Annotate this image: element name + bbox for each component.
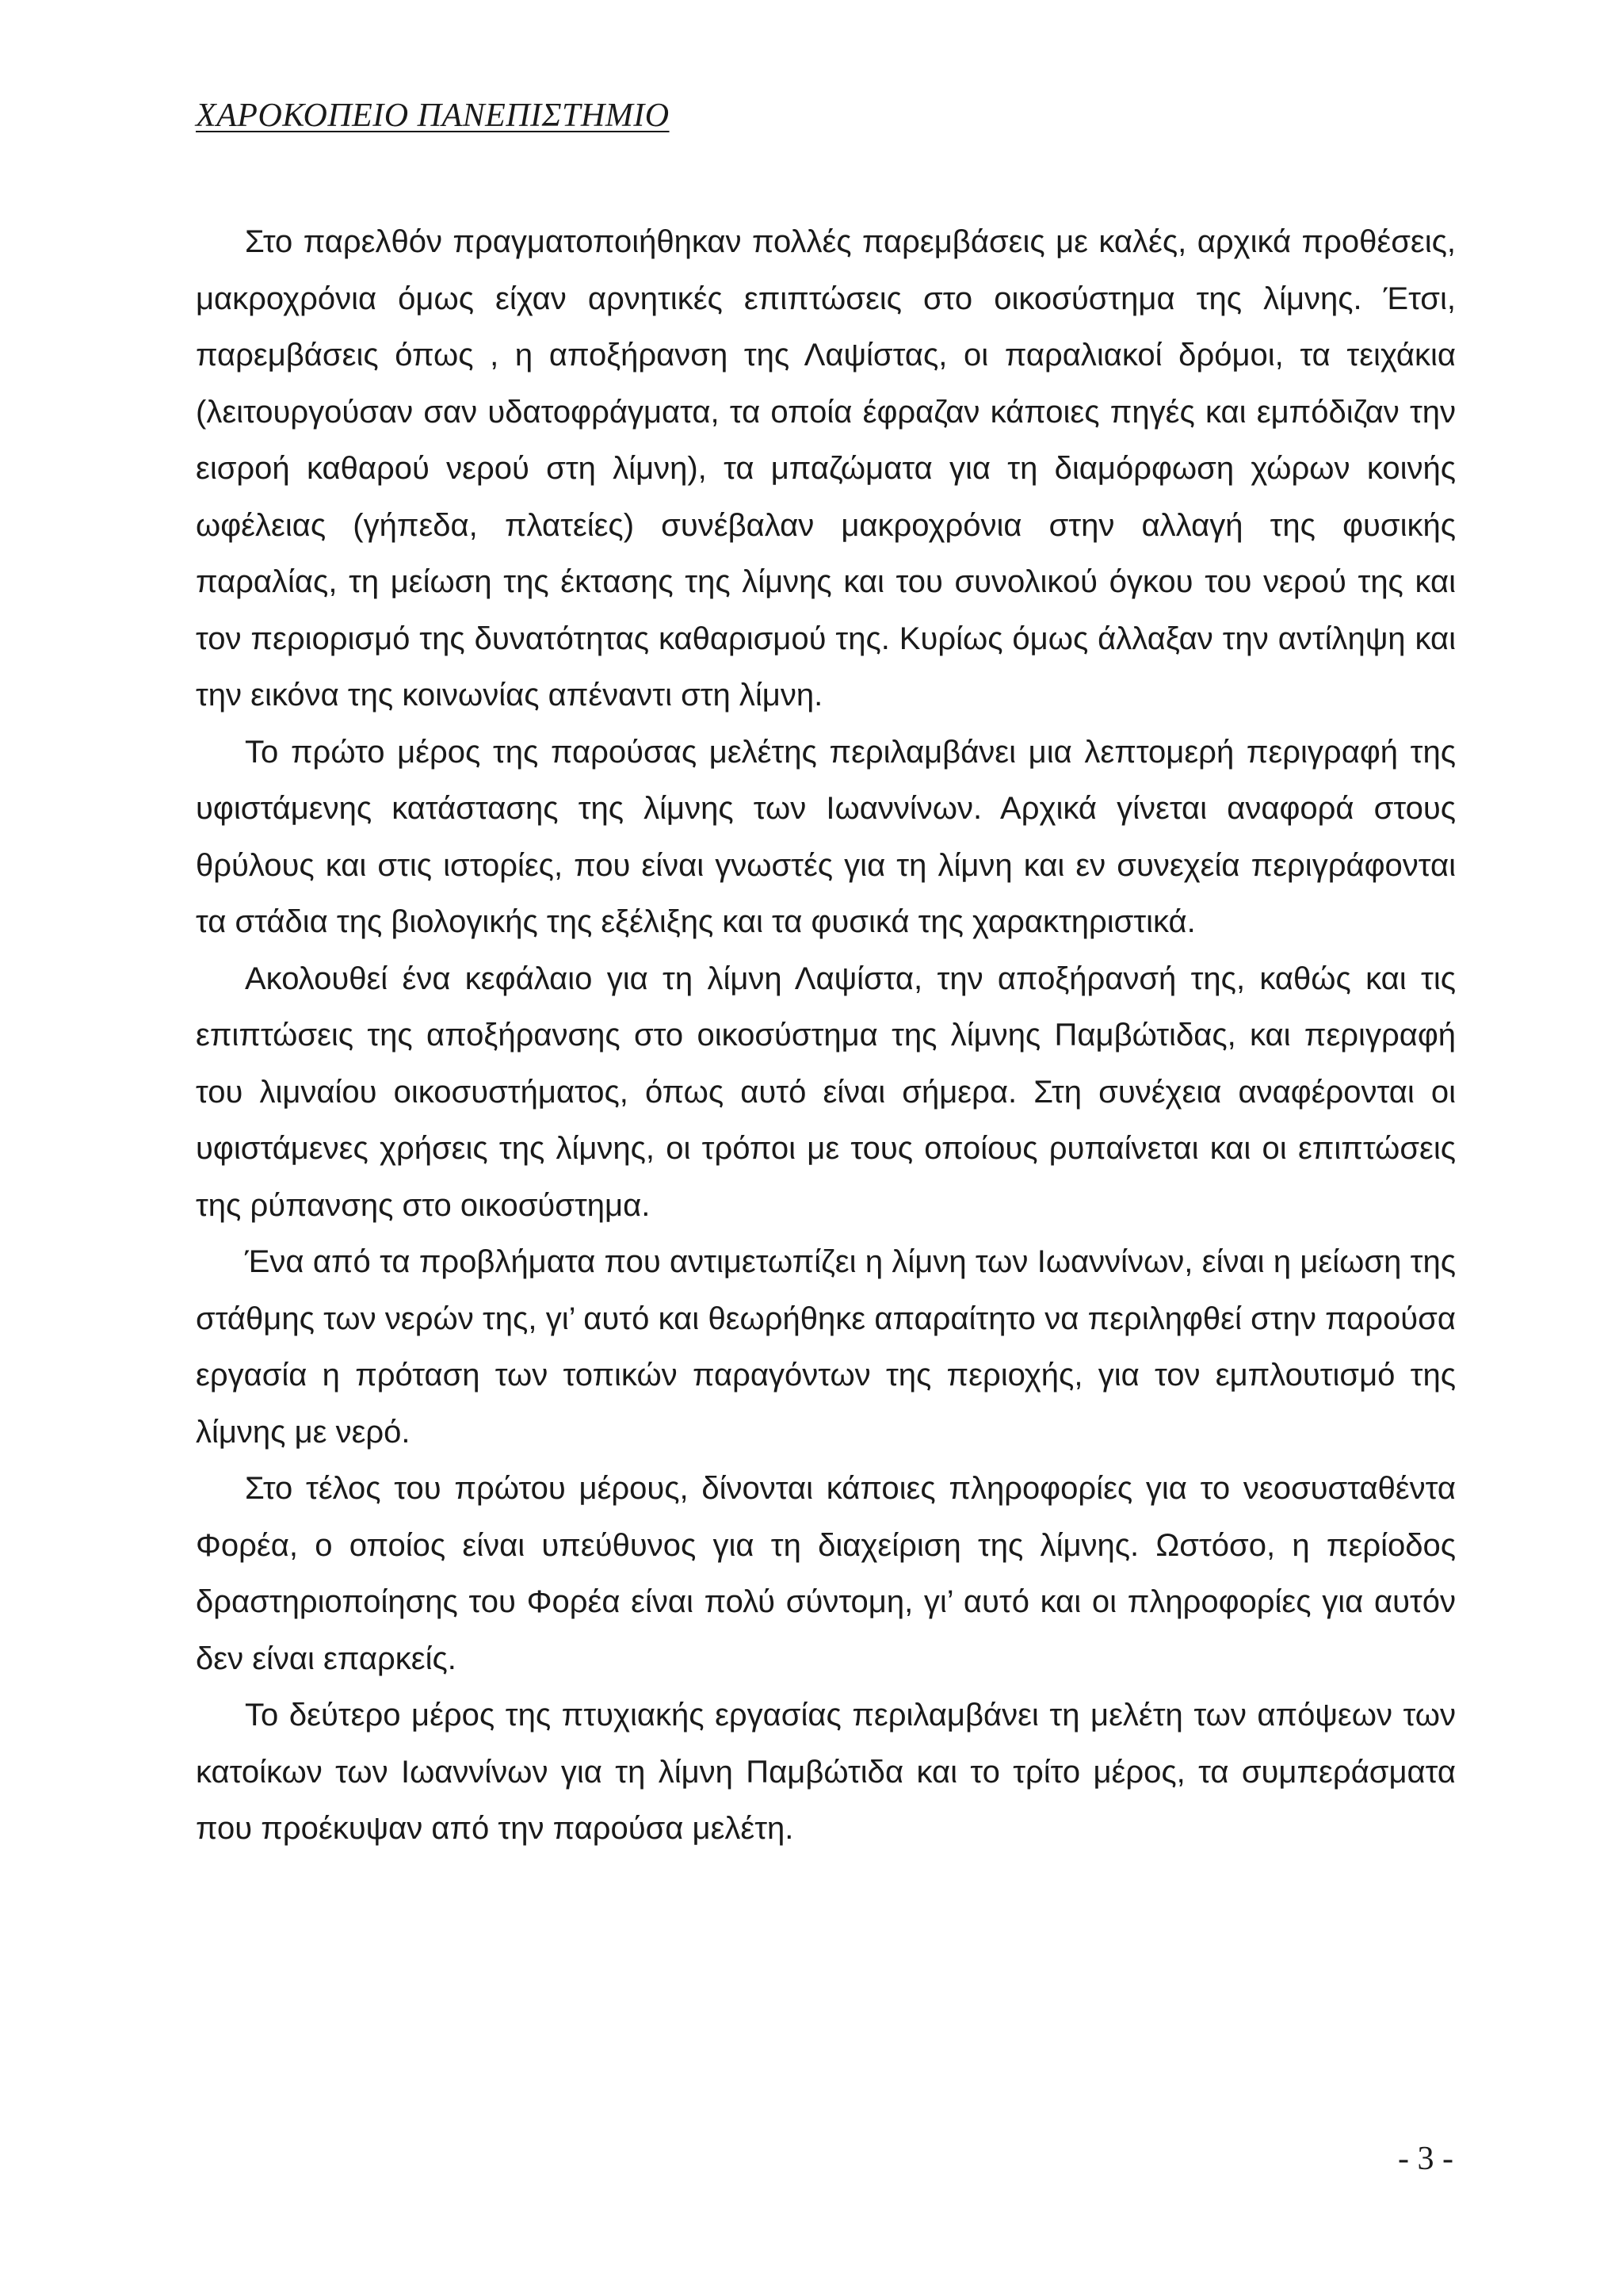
paragraph-4: Ένα από τα προβλήματα που αντιμετωπίζει η λίμνη των Ιωαννίνων, είναι η μείωση της στάθμης των νερών της, γι’ αυτό και θεωρήθηκε απαραίτητο να περιληφθεί στην παρούσα εργασία η πρόταση των τοπικών παραγόντων της περιοχής, για τον εμπλουτισμό της λίμνης με νερό. — [196, 1244, 1456, 1450]
paragraph-2: Το πρώτο μέρος της παρούσας μελέτης περιλαμβάνει μια λεπτομερή περιγραφή της υφιστάμενης κατάστασης της λίμνης των Ιωαννίνων. Αρχικά γίνεται αναφορά στους θρύλους και στις ιστορίες, που είναι γνωστές για τη λίμνη και εν συνεχεία περιγράφονται τα στάδια της βιολογικής της εξέλιξης και τα φυσικά της χαρακτηριστικά. — [196, 734, 1456, 939]
page-header-title: ΧΑΡΟΚΟΠΕΙΟ ΠΑΝΕΠΙΣΤΗΜΙΟ — [196, 97, 670, 134]
paragraph-1: Στο παρελθόν πραγματοποιήθηκαν πολλές παρεμβάσεις με καλές, αρχικά προθέσεις, μακροχρόνια όμως είχαν αρνητικές επιπτώσεις στο οικοσύστημα της λίμνης. Έτσι, παρεμβάσεις όπως , η αποξήρανση της Λαψίστας, οι παραλιακοί δρόμοι, τα τειχάκια (λειτουργούσαν σαν υδατοφράγματα, τα οποία έφραζαν κάποιες πηγές και εμπόδιζαν την εισροή καθαρού νερού στη λίμνη), τα μπαζώματα για τη διαμόρφωση χώρων κοινής ωφέλειας (γήπεδα, πλατείες) συνέβαλαν μακροχρόνια στην αλλαγή της φυσικής παραλίας, τη μείωση της έκτασης της λίμνης και του συνολικού όγκου του νερού της και τον περιορισμό της δυνατότητας καθαρισμού της. Κυρίως όμως άλλαξαν την αντίληψη και την εικόνα της κοινωνίας απέναντι στη λίμνη. — [196, 224, 1456, 712]
document-body — [196, 214, 1456, 1858]
paragraph-6: Το δεύτερο μέρος της πτυχιακής εργασίας περιλαμβάνει τη μελέτη των απόψεων των κατοίκων των Ιωαννίνων για τη λίμνη Παμβώτιδα και το τρίτο μέρος, τα συμπεράσματα που προέκυψαν από την παρούσα μελέτη. — [196, 1698, 1456, 1846]
paragraph-5: Στο τέλος του πρώτου μέρους, δίνονται κάποιες πληροφορίες για το νεοσυσταθέντα Φορέα, ο οποίος είναι υπεύθυνος για τη διαχείριση της λίμνης. Ωστόσο, η περίοδος δραστηριοποίησης του Φορέα είναι πολύ σύντομη, γι’ αυτό και οι πληροφορίες για αυτόν δεν είναι επαρκείς. — [196, 1471, 1456, 1676]
page-number: - 3 - — [1398, 2141, 1453, 2177]
paragraph-3: Ακολουθεί ένα κεφάλαιο για τη λίμνη Λαψίστα, την αποξήρανσή της, καθώς και τις επιπτώσεις της αποξήρανσης στο οικοσύστημα της λίμνης Παμβώτιδας, και περιγραφή του λιμναίου οικοσυστήματος, όπως αυτό είναι σήμερα. Στη συνέχεια αναφέρονται οι υφιστάμενες χρήσεις της λίμνης, οι τρόποι με τους οποίους ρυπαίνεται και οι επιπτώσεις της ρύπανσης στο οικοσύστημα. — [196, 961, 1456, 1223]
